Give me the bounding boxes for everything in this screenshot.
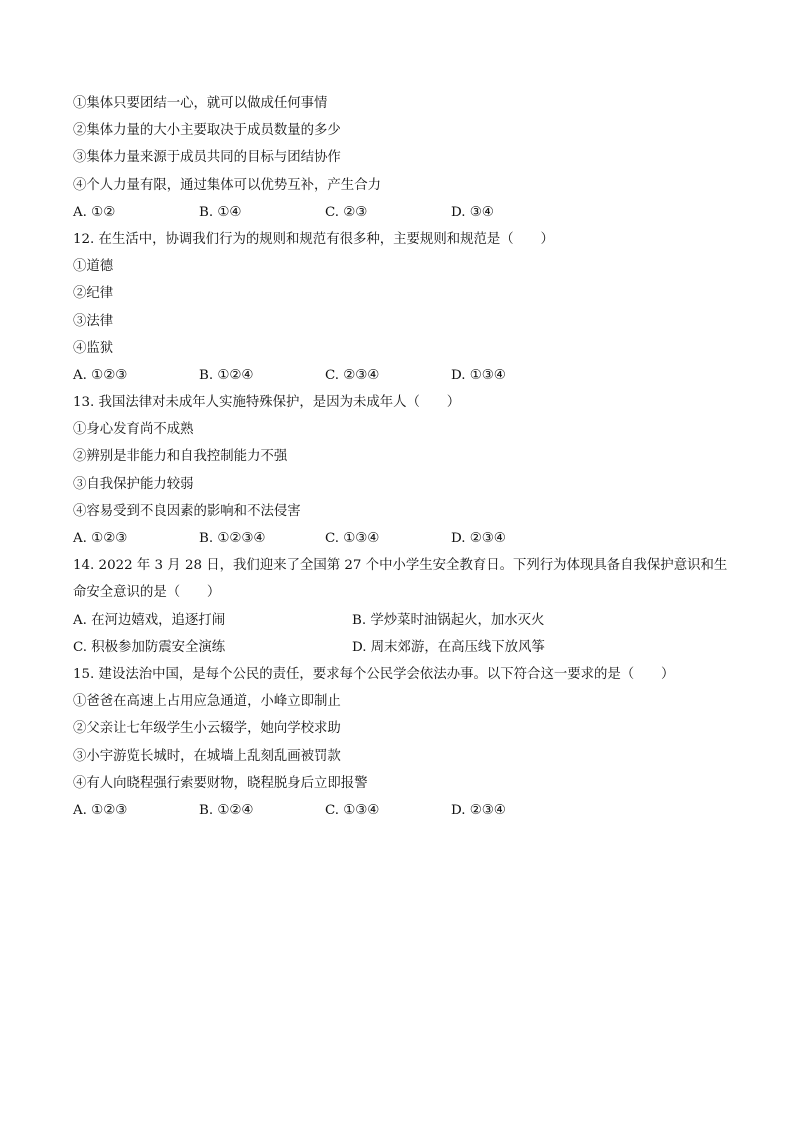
statement: ③法律 bbox=[73, 313, 114, 329]
statement: ②纪律 bbox=[73, 286, 114, 302]
option-d: D. ②③④ bbox=[451, 531, 506, 546]
option-a: A. ①②③ bbox=[73, 367, 128, 383]
option-a: A. 在河边嬉戏，追逐打闹 bbox=[73, 612, 226, 628]
statement: ①道德 bbox=[73, 259, 114, 275]
statement: ③小宇游览长城时，在城墙上乱刻乱画被罚款 bbox=[73, 748, 341, 764]
question-15 bbox=[73, 666, 733, 829]
option-d: D. ①③④ bbox=[451, 367, 506, 383]
answer-options bbox=[73, 802, 733, 829]
option-d: D. ②③④ bbox=[451, 802, 506, 818]
option-b: B. ①②④ bbox=[199, 367, 254, 383]
option-d: D. ③④ bbox=[451, 204, 494, 220]
answer-options-row-1 bbox=[73, 612, 733, 639]
statement: ②辨别是非能力和自我控制能力不强 bbox=[73, 449, 288, 465]
option-c: C. ②③ bbox=[325, 204, 368, 220]
question-14 bbox=[73, 557, 733, 666]
question-13 bbox=[73, 394, 733, 557]
question-stem: 15. 建设法治中国，是每个公民的责任，要求每个公民学会依法办事。以下符合这一要求的是（ ） bbox=[73, 666, 675, 682]
option-b: B. ①②③④ bbox=[199, 531, 266, 546]
option-a: A. ①②③ bbox=[73, 802, 128, 818]
option-c: C. ①③④ bbox=[325, 531, 380, 546]
option-a: A. ①② bbox=[73, 204, 116, 220]
option-b: B. 学炒菜时油锅起火，加水灭火 bbox=[352, 612, 545, 628]
statement: ④容易受到不良因素的影响和不法侵害 bbox=[73, 503, 301, 519]
question-stem: 14. 2022 年 3 月 28 日，我们迎来了全国第 27 个中小学生安全教育日。下列行为体现具备自我保护意识和生 bbox=[73, 558, 728, 574]
statement: ①身心发育尚不成熟 bbox=[73, 422, 194, 438]
exam-page bbox=[73, 95, 733, 829]
option-c: C. ②③④ bbox=[325, 367, 380, 383]
statement: ④监狱 bbox=[73, 340, 114, 356]
option-b: B. ①④ bbox=[199, 204, 242, 220]
statement: ④个人力量有限，通过集体可以优势互补，产生合力 bbox=[73, 177, 381, 193]
statement: ②集体力量的大小主要取决于成员数量的多少 bbox=[73, 123, 341, 139]
statement: ④有人向晓程强行索要财物，晓程脱身后立即报警 bbox=[73, 775, 368, 791]
question-stem: 13. 我国法律对未成年人实施特殊保护，是因为未成年人（ ） bbox=[73, 395, 461, 411]
option-b: B. ①②④ bbox=[199, 802, 254, 818]
question-12 bbox=[73, 231, 733, 394]
statement: ③集体力量来源于成员共同的目标与团结协作 bbox=[73, 150, 341, 166]
answer-options bbox=[73, 204, 733, 231]
statement: ③自我保护能力较弱 bbox=[73, 476, 194, 492]
option-c: C. ①③④ bbox=[325, 802, 380, 818]
option-a: A. ①②③ bbox=[73, 531, 128, 546]
option-d: D. 周末郊游，在高压线下放风筝 bbox=[352, 639, 545, 655]
answer-options-row-2 bbox=[73, 639, 733, 666]
statement: ①集体只要团结一心，就可以做成任何事情 bbox=[73, 96, 328, 111]
question-stem: 12. 在生活中，协调我们行为的规则和规范有很多种，主要规则和规范是（ ） bbox=[73, 231, 554, 247]
answer-options bbox=[73, 530, 733, 557]
question-stem-continued: 命安全意识的是（ ） bbox=[73, 585, 221, 601]
statement: ①爸爸在高速上占用应急通道，小峰立即制止 bbox=[73, 694, 341, 710]
statement: ②父亲让七年级学生小云辍学，她向学校求助 bbox=[73, 721, 341, 737]
question-11 bbox=[73, 95, 733, 231]
option-c: C. 积极参加防震安全演练 bbox=[73, 639, 226, 655]
answer-options bbox=[73, 367, 733, 394]
